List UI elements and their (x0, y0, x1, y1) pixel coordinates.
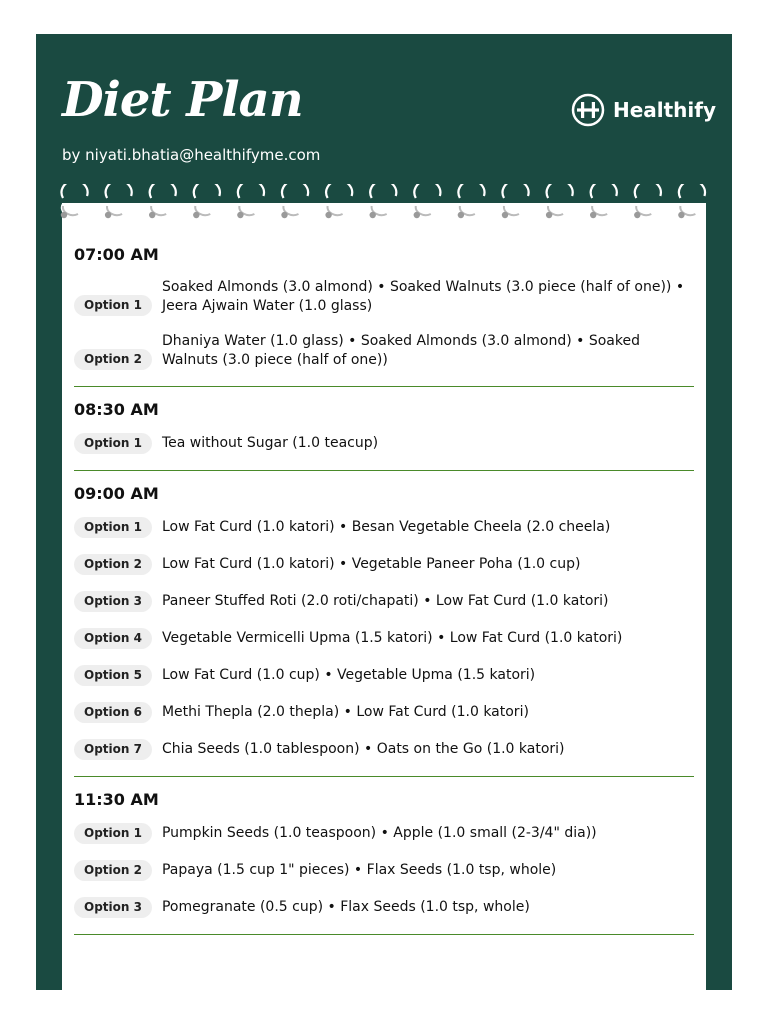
ring-hole (546, 212, 552, 218)
brand-name: Healthify (612, 98, 716, 122)
option-badge: Option 5 (74, 665, 152, 686)
ring-hole (149, 212, 155, 218)
option-foods: Paneer Stuffed Roti (2.0 roti/chapati) • Low Fat Curd (1.0 katori) (161, 593, 609, 609)
ring-hole (325, 212, 331, 218)
meal-time: 09:00 AM (74, 484, 159, 503)
meal-section (74, 387, 694, 471)
option-foods: Dhaniya Water (1.0 glass) • Soaked Almonds (3.0 almond) • Soaked Walnuts (3.0 piece (half of one)) (161, 333, 640, 368)
meal-option (74, 591, 694, 612)
meal-option (74, 554, 694, 575)
ring (238, 184, 264, 216)
option-badge: Option 2 (74, 554, 152, 575)
ring-hole (678, 212, 684, 218)
author-email: by niyati.bhatia@healthifyme.com (62, 146, 321, 164)
meal-time: 07:00 AM (74, 245, 159, 264)
meal-option (74, 665, 694, 686)
option-foods: Low Fat Curd (1.0 cup) • Vegetable Upma (1.5 katori) (161, 667, 536, 683)
ring (458, 184, 484, 216)
option-foods: Low Fat Curd (1.0 katori) • Vegetable Paneer Poha (1.0 cup) (161, 556, 581, 572)
meal-section (74, 471, 694, 777)
ring (62, 184, 88, 216)
ring (591, 184, 617, 216)
option-foods: Chia Seeds (1.0 tablespoon) • Oats on the Go (1.0 katori) (161, 741, 565, 757)
ring-hole (193, 212, 199, 218)
ring-hole (458, 212, 464, 218)
option-badge: Option 3 (74, 591, 152, 612)
ring (326, 184, 352, 216)
option-badge: Option 3 (74, 897, 152, 918)
ring-hole (414, 212, 420, 218)
ring (503, 184, 529, 216)
ring (679, 184, 705, 216)
ring-hole (502, 212, 508, 218)
option-foods: Methi Thepla (2.0 thepla) • Low Fat Curd (1.0 katori) (161, 704, 529, 720)
ring (106, 184, 132, 216)
meal-option (74, 702, 694, 723)
ring-hole (281, 212, 287, 218)
option-badge: Option 2 (74, 860, 152, 881)
option-badge: Option 1 (74, 433, 152, 454)
meal-option (74, 517, 694, 538)
meal-option (74, 823, 694, 844)
meal-section (74, 777, 694, 935)
ring-hole (590, 212, 596, 218)
schedule (74, 232, 694, 935)
option-badge: Option 1 (74, 517, 152, 538)
option-foods: Pomegranate (0.5 cup) • Flax Seeds (1.0 tsp, whole) (161, 899, 530, 915)
meal-option (74, 739, 694, 760)
brand-logo (571, 93, 716, 127)
option-badge: Option 1 (74, 823, 152, 844)
option-foods: Tea without Sugar (1.0 teacup) (161, 435, 379, 451)
ring (635, 184, 661, 216)
meal-option (74, 628, 694, 649)
ring (194, 184, 220, 216)
ring (547, 184, 573, 216)
ring-hole (370, 212, 376, 218)
ring-hole (61, 212, 67, 218)
option-badge: Option 6 (74, 702, 152, 723)
ring-hole (634, 212, 640, 218)
option-badge: Option 2 (74, 349, 152, 370)
ring (150, 184, 176, 216)
option-badge: Option 7 (74, 739, 152, 760)
meal-option (74, 433, 694, 454)
meal-option (74, 860, 694, 881)
option-badge: Option 1 (74, 295, 152, 316)
option-foods: Soaked Almonds (3.0 almond) • Soaked Walnuts (3.0 piece (half of one)) • Jeera Ajwain Water (1.0 glass) (161, 279, 685, 314)
ring-hole (237, 212, 243, 218)
ring (414, 184, 440, 216)
ring (370, 184, 396, 216)
meal-section (74, 232, 694, 387)
meal-option (74, 897, 694, 918)
meal-time: 11:30 AM (74, 790, 159, 809)
meal-option (74, 278, 694, 316)
option-foods: Vegetable Vermicelli Upma (1.5 katori) • Low Fat Curd (1.0 katori) (161, 630, 623, 646)
spiral-binding (56, 184, 716, 224)
option-foods: Pumpkin Seeds (1.0 teaspoon) • Apple (1.0 small (2-3/4" dia)) (161, 825, 597, 841)
option-foods: Low Fat Curd (1.0 katori) • Besan Vegetable Cheela (2.0 cheela) (161, 519, 611, 535)
ring-hole (105, 212, 111, 218)
meal-time: 08:30 AM (74, 400, 159, 419)
page-title: Diet Plan (62, 72, 303, 128)
option-badge: Option 4 (74, 628, 152, 649)
healthify-logo-icon (571, 93, 605, 127)
option-foods: Papaya (1.5 cup 1" pieces) • Flax Seeds (1.0 tsp, whole) (161, 862, 557, 878)
meal-option (74, 332, 694, 370)
ring (282, 184, 308, 216)
